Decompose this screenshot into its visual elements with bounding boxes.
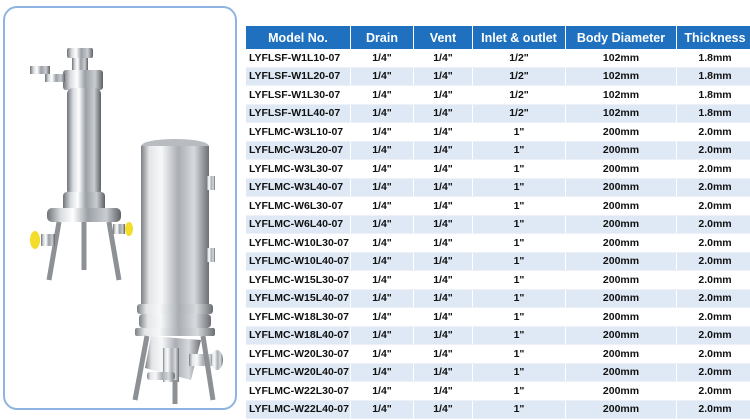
cell-inlet-outlet: 1/2" (473, 67, 566, 86)
table-row (246, 104, 750, 123)
cell-model: LYFLMC-W15L40-07 (246, 289, 351, 308)
table-row (246, 400, 750, 419)
table-row (246, 289, 750, 308)
cell-body-diameter: 102mm (566, 49, 677, 67)
table-row (246, 308, 750, 327)
cell-thickness: 2.0mm (677, 326, 750, 345)
specification-table (246, 26, 750, 419)
cell-body-diameter: 200mm (566, 326, 677, 345)
cell-inlet-outlet: 1" (473, 400, 566, 419)
cell-thickness: 2.0mm (677, 289, 750, 308)
cell-vent: 1/4" (414, 178, 473, 197)
column-header-model: Model No. (246, 26, 351, 49)
cell-body-diameter: 200mm (566, 123, 677, 142)
table-row (246, 197, 750, 216)
table-row (246, 382, 750, 401)
cell-body-diameter: 102mm (566, 104, 677, 123)
cell-thickness: 1.8mm (677, 49, 750, 67)
cell-inlet-outlet: 1" (473, 197, 566, 216)
cell-vent: 1/4" (414, 197, 473, 216)
column-header-thickness: Thickness (677, 26, 750, 49)
cell-drain: 1/4" (351, 86, 414, 105)
cell-thickness: 2.0mm (677, 345, 750, 364)
cell-drain: 1/4" (351, 326, 414, 345)
cell-vent: 1/4" (414, 104, 473, 123)
cell-thickness: 2.0mm (677, 160, 750, 179)
cell-body-diameter: 200mm (566, 382, 677, 401)
cell-drain: 1/4" (351, 289, 414, 308)
cell-model: LYFLMC-W20L40-07 (246, 363, 351, 382)
cell-thickness: 1.8mm (677, 67, 750, 86)
cell-inlet-outlet: 1" (473, 382, 566, 401)
cell-inlet-outlet: 1" (473, 160, 566, 179)
product-photo-panel (3, 6, 237, 410)
table-row (246, 234, 750, 253)
cell-thickness: 2.0mm (677, 363, 750, 382)
cell-vent: 1/4" (414, 160, 473, 179)
cell-drain: 1/4" (351, 271, 414, 290)
cell-body-diameter: 200mm (566, 271, 677, 290)
cell-vent: 1/4" (414, 252, 473, 271)
cell-drain: 1/4" (351, 363, 414, 382)
filter-housings-illustration (5, 8, 237, 410)
cell-body-diameter: 200mm (566, 400, 677, 419)
cell-inlet-outlet: 1" (473, 326, 566, 345)
table-row (246, 67, 750, 86)
cell-thickness: 2.0mm (677, 382, 750, 401)
cell-thickness: 2.0mm (677, 400, 750, 419)
cell-model: LYFLMC-W10L40-07 (246, 252, 351, 271)
cell-vent: 1/4" (414, 67, 473, 86)
cell-vent: 1/4" (414, 363, 473, 382)
cell-body-diameter: 200mm (566, 234, 677, 253)
cell-model: LYFLMC-W22L30-07 (246, 382, 351, 401)
table-row (246, 345, 750, 364)
cell-inlet-outlet: 1" (473, 289, 566, 308)
cell-model: LYFLMC-W22L40-07 (246, 400, 351, 419)
cell-thickness: 2.0mm (677, 178, 750, 197)
column-header-inlet-outlet: Inlet & outlet (473, 26, 566, 49)
cell-inlet-outlet: 1" (473, 308, 566, 327)
table-row (246, 141, 750, 160)
cell-vent: 1/4" (414, 234, 473, 253)
cell-model: LYFLMC-W3L40-07 (246, 178, 351, 197)
table-row (246, 363, 750, 382)
table-row (246, 271, 750, 290)
cell-thickness: 2.0mm (677, 271, 750, 290)
cell-body-diameter: 200mm (566, 363, 677, 382)
cell-model: LYFLMC-W20L30-07 (246, 345, 351, 364)
cell-drain: 1/4" (351, 308, 414, 327)
cell-model: LYFLMC-W18L40-07 (246, 326, 351, 345)
large-filter-housing (135, 139, 223, 404)
table-row (246, 160, 750, 179)
cell-drain: 1/4" (351, 49, 414, 67)
cell-model: LYFLMC-W6L40-07 (246, 215, 351, 234)
cell-model: LYFLMC-W3L10-07 (246, 123, 351, 142)
cell-drain: 1/4" (351, 178, 414, 197)
cell-body-diameter: 200mm (566, 345, 677, 364)
cell-body-diameter: 200mm (566, 289, 677, 308)
cell-body-diameter: 200mm (566, 215, 677, 234)
cell-thickness: 2.0mm (677, 215, 750, 234)
cell-drain: 1/4" (351, 215, 414, 234)
cell-vent: 1/4" (414, 400, 473, 419)
cell-inlet-outlet: 1" (473, 271, 566, 290)
cell-drain: 1/4" (351, 67, 414, 86)
table-row (246, 178, 750, 197)
cell-thickness: 1.8mm (677, 86, 750, 105)
cell-drain: 1/4" (351, 234, 414, 253)
cell-thickness: 2.0mm (677, 234, 750, 253)
cell-drain: 1/4" (351, 160, 414, 179)
cell-vent: 1/4" (414, 123, 473, 142)
cell-drain: 1/4" (351, 400, 414, 419)
column-header-drain: Drain (351, 26, 414, 49)
cell-drain: 1/4" (351, 252, 414, 271)
cell-vent: 1/4" (414, 141, 473, 160)
cell-thickness: 2.0mm (677, 123, 750, 142)
cell-thickness: 2.0mm (677, 308, 750, 327)
cell-body-diameter: 200mm (566, 252, 677, 271)
cell-inlet-outlet: 1" (473, 178, 566, 197)
yellow-gasket (30, 231, 40, 249)
cell-thickness: 1.8mm (677, 104, 750, 123)
table-row (246, 326, 750, 345)
cell-inlet-outlet: 1" (473, 215, 566, 234)
column-header-body-diameter: Body Diameter (566, 26, 677, 49)
cell-vent: 1/4" (414, 308, 473, 327)
cell-inlet-outlet: 1" (473, 363, 566, 382)
cell-inlet-outlet: 1" (473, 252, 566, 271)
cell-inlet-outlet: 1" (473, 123, 566, 142)
cell-thickness: 2.0mm (677, 141, 750, 160)
cell-drain: 1/4" (351, 345, 414, 364)
cell-model: LYFLSF-W1L10-07 (246, 49, 351, 67)
cell-body-diameter: 200mm (566, 308, 677, 327)
cell-thickness: 2.0mm (677, 197, 750, 216)
table-row (246, 215, 750, 234)
cell-model: LYFLSF-W1L30-07 (246, 86, 351, 105)
small-filter-housing (30, 48, 133, 280)
table-row (246, 252, 750, 271)
cell-vent: 1/4" (414, 49, 473, 67)
cell-model: LYFLSF-W1L20-07 (246, 67, 351, 86)
cell-inlet-outlet: 1/2" (473, 49, 566, 67)
cell-inlet-outlet: 1" (473, 234, 566, 253)
cell-vent: 1/4" (414, 382, 473, 401)
cell-inlet-outlet: 1/2" (473, 104, 566, 123)
cell-vent: 1/4" (414, 86, 473, 105)
cell-inlet-outlet: 1/2" (473, 86, 566, 105)
column-header-vent: Vent (414, 26, 473, 49)
cell-model: LYFLMC-W3L30-07 (246, 160, 351, 179)
cell-drain: 1/4" (351, 104, 414, 123)
cell-model: LYFLMC-W10L30-07 (246, 234, 351, 253)
cell-drain: 1/4" (351, 123, 414, 142)
yellow-gasket (125, 222, 133, 236)
cell-model: LYFLMC-W18L30-07 (246, 308, 351, 327)
cell-model: LYFLMC-W3L20-07 (246, 141, 351, 160)
cell-body-diameter: 200mm (566, 141, 677, 160)
table-row (246, 86, 750, 105)
cell-body-diameter: 200mm (566, 160, 677, 179)
cell-body-diameter: 102mm (566, 86, 677, 105)
cell-drain: 1/4" (351, 197, 414, 216)
cell-body-diameter: 200mm (566, 197, 677, 216)
cell-inlet-outlet: 1" (473, 141, 566, 160)
cell-vent: 1/4" (414, 215, 473, 234)
cell-inlet-outlet: 1" (473, 345, 566, 364)
cell-vent: 1/4" (414, 289, 473, 308)
cell-vent: 1/4" (414, 271, 473, 290)
cell-drain: 1/4" (351, 382, 414, 401)
cell-body-diameter: 200mm (566, 178, 677, 197)
table-row (246, 49, 750, 67)
cell-thickness: 2.0mm (677, 252, 750, 271)
cell-body-diameter: 102mm (566, 67, 677, 86)
cell-model: LYFLMC-W6L30-07 (246, 197, 351, 216)
table-row (246, 123, 750, 142)
cell-drain: 1/4" (351, 141, 414, 160)
cell-vent: 1/4" (414, 345, 473, 364)
cell-model: LYFLSF-W1L40-07 (246, 104, 351, 123)
table-header-row (246, 26, 750, 49)
cell-vent: 1/4" (414, 326, 473, 345)
cell-model: LYFLMC-W15L30-07 (246, 271, 351, 290)
